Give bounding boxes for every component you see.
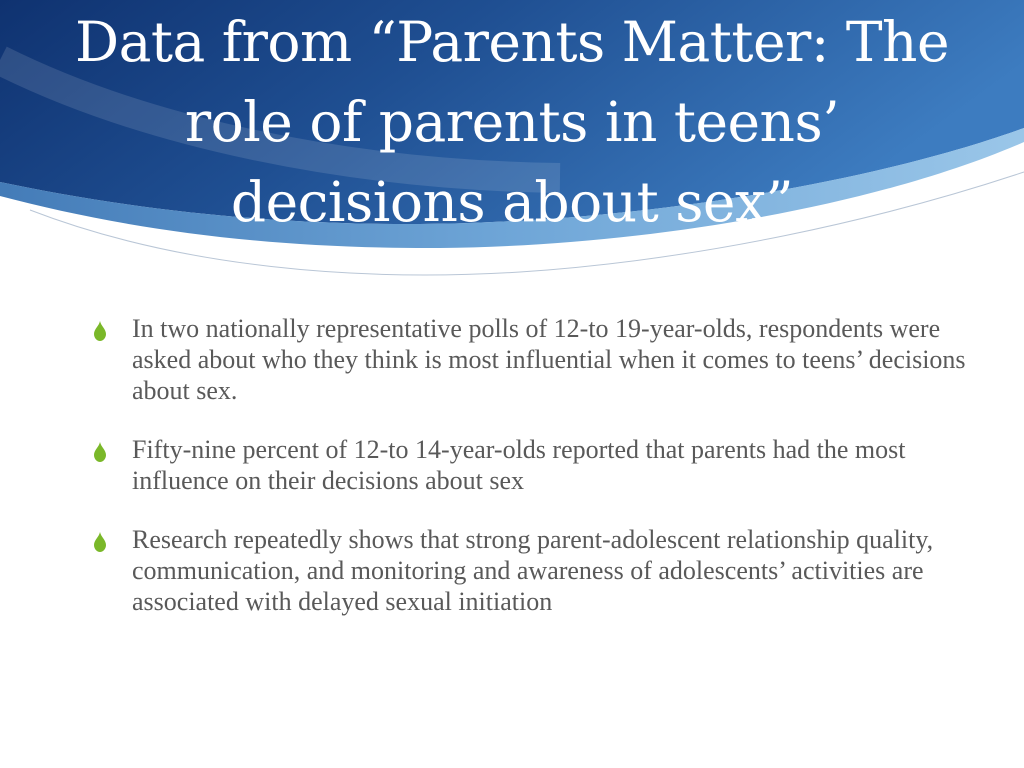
slide-title: Data from “Parents Matter: The role of parents in teens’ decisions about sex” [75, 10, 949, 234]
leaf-bullet-icon [92, 321, 108, 341]
bullet-text: In two nationally representative polls of 12-to 19-year-olds, respondents were asked about who they think is most influential when it comes to teens’ decisions about sex. [132, 314, 966, 405]
leaf-bullet-icon [92, 532, 108, 552]
bullet-text: Fifty-nine percent of 12-to 14-year-olds reported that parents had the most influence on their decisions about sex [132, 435, 906, 495]
bullet-item [92, 524, 972, 617]
bullet-text: Research repeatedly shows that strong parent-adolescent relationship quality, communication, and monitoring and awareness of adolescents’ activities are associated with delayed sexual initiation [132, 525, 934, 616]
bullet-item [92, 434, 972, 496]
bullet-list [92, 313, 972, 645]
leaf-bullet-icon [92, 442, 108, 462]
bullet-item [92, 313, 972, 406]
